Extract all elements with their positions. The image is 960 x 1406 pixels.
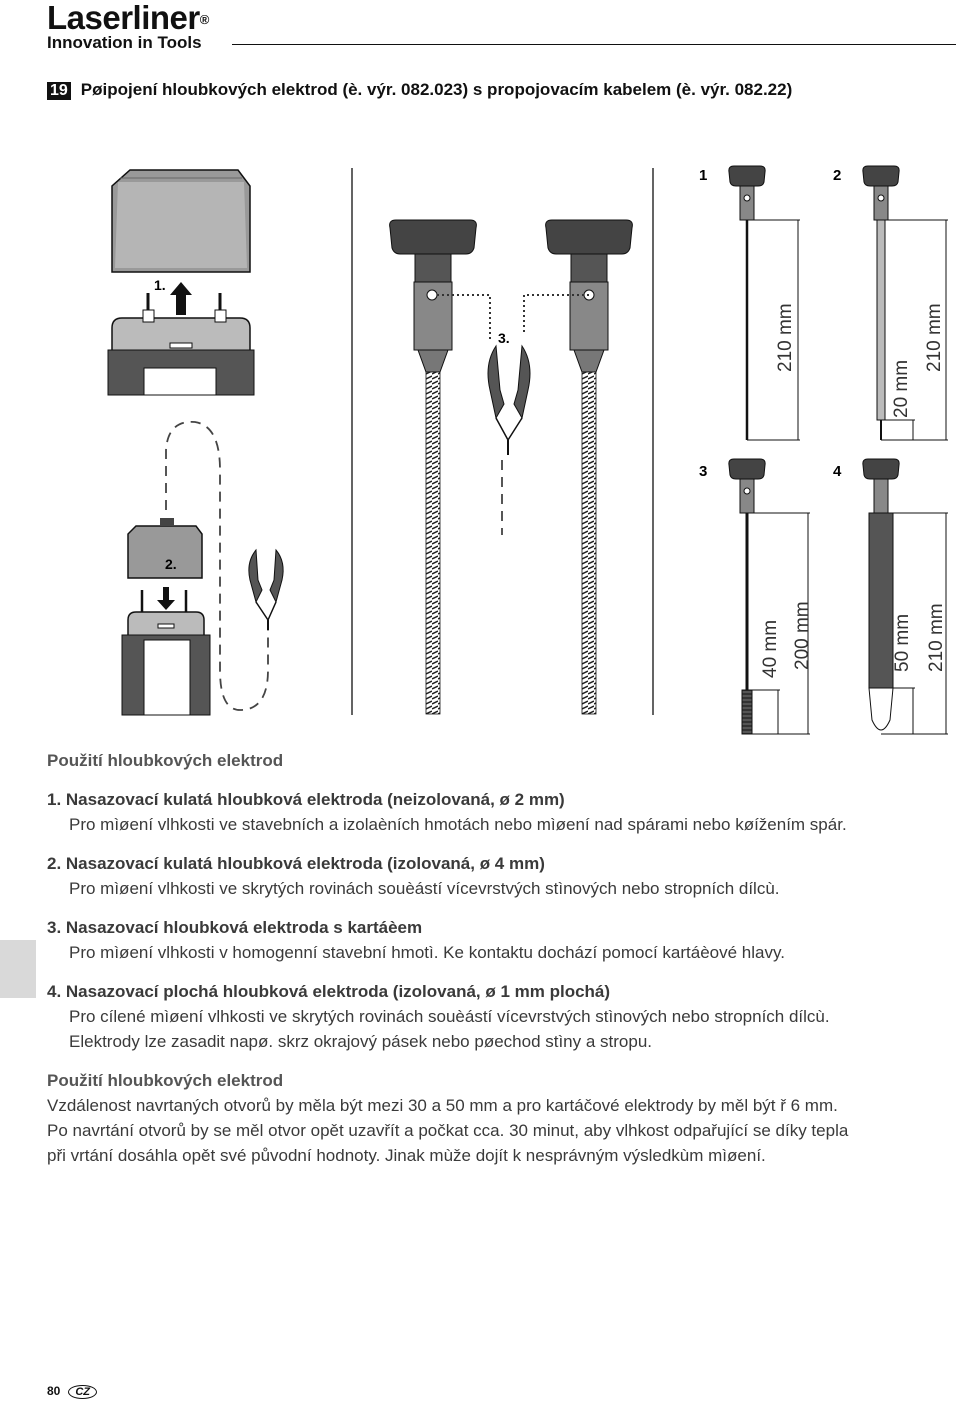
dim-label-3a: 40 mm: [760, 619, 781, 678]
electrode-illustration: [0, 150, 960, 740]
header-rule: [232, 44, 956, 45]
heading-usage-2: Použití hloubkových elektrod: [47, 1071, 284, 1090]
paragraph-line: Vzdálenost navrtaných otvorů by měla být mezi 30 a 50 mm a pro kartáčové elektrody by měl být ř 6 mm.: [47, 1096, 838, 1115]
list-item: [47, 851, 947, 901]
item-text: Elektrody lze zasadit napø. skrz okrajový pásek nebo pøechod stìny a stropu.: [69, 1032, 653, 1051]
dim-label-1a: 210 mm: [775, 303, 796, 372]
cable-plugs-small: [249, 550, 283, 630]
registered-mark: ®: [199, 12, 209, 27]
section-title-text: Pøipojení hloubkových elektrod (è. výr. 082.023) s propojovacím kabelem (è. výr. 082.22): [80, 80, 793, 99]
electrode-4: [863, 459, 899, 730]
brand-tagline: Innovation in Tools: [47, 33, 202, 52]
paragraph-line: při vrtání dosáhla opět své původní hodnoty. Jinak mùže dojít k nesprávným výsledkùm mìøení.: [47, 1146, 766, 1165]
section-title: [47, 80, 792, 100]
electrode-number-3: 3: [699, 463, 708, 480]
page-footer: [47, 1384, 97, 1399]
section-number: 19: [47, 82, 71, 100]
item-text: Pro mìøení vlhkosti ve skrytých rovinách souèástí vícevrstvých stìnových nebo stropních dílcù.: [69, 879, 780, 898]
brand-name: Laserliner: [47, 0, 200, 36]
heading-usage: Použití hloubkových elektrod: [47, 751, 284, 770]
dim-label-4b: 210 mm: [926, 603, 947, 672]
step-label-3: 3.: [498, 330, 510, 346]
electrode-1: [729, 166, 765, 440]
meter-top: [108, 170, 254, 395]
electrode-number-2: 2: [833, 167, 842, 184]
item-title: 3. Nasazovací hloubková elektroda s kartáèem: [47, 918, 423, 937]
meter-bottom: [122, 518, 210, 715]
electrode-number-1: 1: [699, 167, 708, 184]
item-text: Pro mìøení vlhkosti ve stavebních a izolaèních hmotách nebo mìøení nad spárami nebo køížením spár.: [69, 815, 847, 834]
paragraph-line: Po navrtání otvorů by se měl otvor opět uzavřít a počkat cca. 30 minut, aby vlhkost odpařující se díky tepla: [47, 1121, 849, 1140]
item-text: Pro cílené mìøení vlhkosti ve skrytých rovinách souèástí vícevrstvých stìnových nebo stropních dílcù.: [69, 1007, 830, 1026]
dim-label-3b: 200 mm: [792, 601, 813, 670]
list-item: [47, 915, 947, 965]
list-item: [47, 979, 947, 1054]
dim-label-2a: 20 mm: [891, 359, 912, 418]
language-badge: CZ: [68, 1385, 97, 1399]
electrode-number-4: 4: [833, 463, 842, 480]
body-text: [47, 748, 947, 1168]
list-item: [47, 787, 947, 837]
side-tab-marker: [0, 940, 36, 998]
item-title: 4. Nasazovací plochá hloubková elektroda (izolovaná, ø 1 mm plochá): [47, 982, 611, 1001]
item-text: Pro mìøení vlhkosti v homogenní stavební hmotì. Ke kontaktu dochází pomocí kartáèové hlavy.: [69, 943, 785, 962]
step-label-1: 1.: [154, 277, 166, 293]
step-label-2: 2.: [165, 556, 177, 572]
dim-label-4a: 50 mm: [892, 613, 913, 672]
page-number: 80: [47, 1384, 61, 1398]
item-title: 1. Nasazovací kulatá hloubková elektroda (neizolovaná, ø 2 mm): [47, 790, 565, 809]
electrode-3: [729, 459, 765, 734]
item-title: 2. Nasazovací kulatá hloubková elektroda (izolovaná, ø 4 mm): [47, 854, 545, 873]
brand-logo: [47, 0, 209, 52]
cable-plugs-large: [488, 346, 530, 535]
dim-label-2b: 210 mm: [924, 303, 945, 372]
